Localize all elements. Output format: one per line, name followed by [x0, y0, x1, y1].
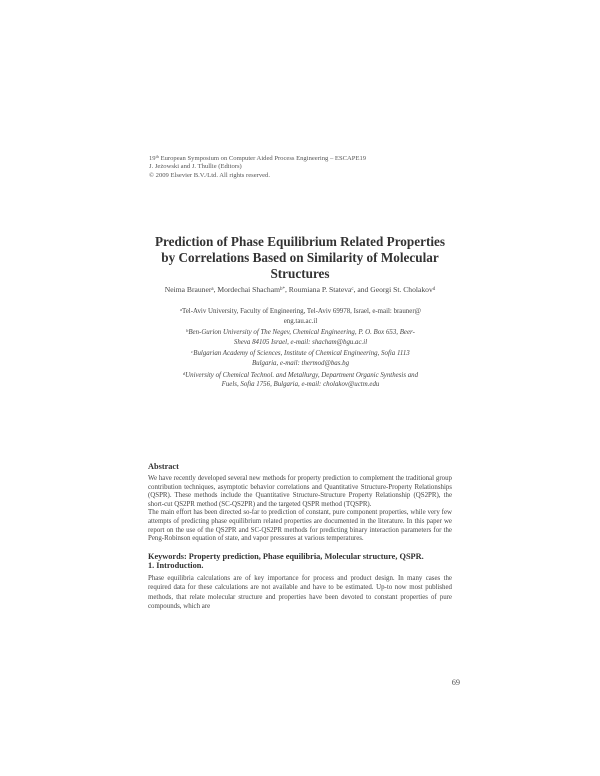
page-number: 69: [451, 678, 460, 687]
affiliation-item: $^d$University of Chemical Technol. and Metallurgy, Department Organic Synthesis and Fuels, Sofia 1756, Bulgaria, e-mail: cholakov@uctm.edu: [182, 370, 419, 389]
author-name: Neima Brauner: [164, 285, 212, 294]
introduction-paragraph: Phase equilibria calculations are of key importance for process and product design. In many cases the required data for these calculations are not available and have to be estimated. Up-to now most published methods, that relate molecular structure and properties have been devoted to constant properties of pure compounds, which are: [148, 575, 452, 610]
abstract-paragraph: The main effort has been directed so-far to prediction of constant, pure component properties, while very few attempts of predicting phase equilibrium related properties are documented in the literature. In this paper we report on the use of the QS2PR and SC-QS2PR methods for predicting binary interaction parameters for the Peng-Robinson equation of state, and vapor pressures at various temperatures.: [148, 509, 452, 543]
header-conference-line: 19th European Symposium on Computer Aided Process Engineering – ESCAPE19: [149, 154, 367, 162]
abstract-body: [148, 475, 452, 544]
affiliation-item: $^b$Ben-Gurion University of The Negev, Chemical Engineering, P. O. Box 653, Beer- Sheva 84105 Israel, e-mail: shacham@bgu.ac.il: [186, 328, 415, 346]
introduction-body: [148, 574, 452, 611]
abstract-paragraph: We have recently developed several new methods for property prediction to complement the traditional group contribution techniques, asymptotic behavior correlations and Quantitative Structure-Property Relationships (QSPR). These methods include the Quantitative Structure-Structure Property Relationship (QS2PR), the short-cut QS2PR method (SC-QS2PR) and the targeted QSPR method (TQSPR).: [148, 475, 452, 508]
affiliation-item: $^a$Tel-Aviv University, Faculty of Engineering, Tel-Aviv 69978, Israel, e-mail: brauner@ eng.tau.ac.il: [180, 306, 421, 325]
abstract-heading: Abstract: [148, 462, 179, 471]
author-name: Roumiana P. Stateva: [288, 285, 352, 294]
affiliation-item: $^c$Bulgarian Academy of Sciences, Institute of Chemical Engineering, Sofia 1113 Bulgaria, e-mail: thermod@bas.bg: [191, 349, 410, 367]
author-name: Georgi St. Cholakov: [370, 285, 433, 294]
conference-header: [149, 155, 366, 180]
header-copyright-line: © 2009 Elsevier B.V./Ltd. All rights reserved.: [149, 171, 270, 179]
author-list: Neima Brauner$^a$, Mordechai Shacham$^{b*}$, Roumiana P. Stateva$^c$, and Georgi St. Cholakov$^d$: [164, 285, 436, 294]
affiliations: [148, 307, 453, 392]
introduction-heading: 1. Introduction.: [148, 561, 204, 570]
keywords: Keywords: Property prediction, Phase equilibria, Molecular structure, QSPR.: [148, 552, 424, 561]
paper-title: Prediction of Phase Equilibrium Related Properties by Correlations Based on Similarity of Molecular Structures: [155, 234, 445, 281]
header-editors-line: J. Jeżowski and J. Thullie (Editors): [149, 163, 242, 171]
author-name: Mordechai Shacham: [217, 285, 280, 294]
